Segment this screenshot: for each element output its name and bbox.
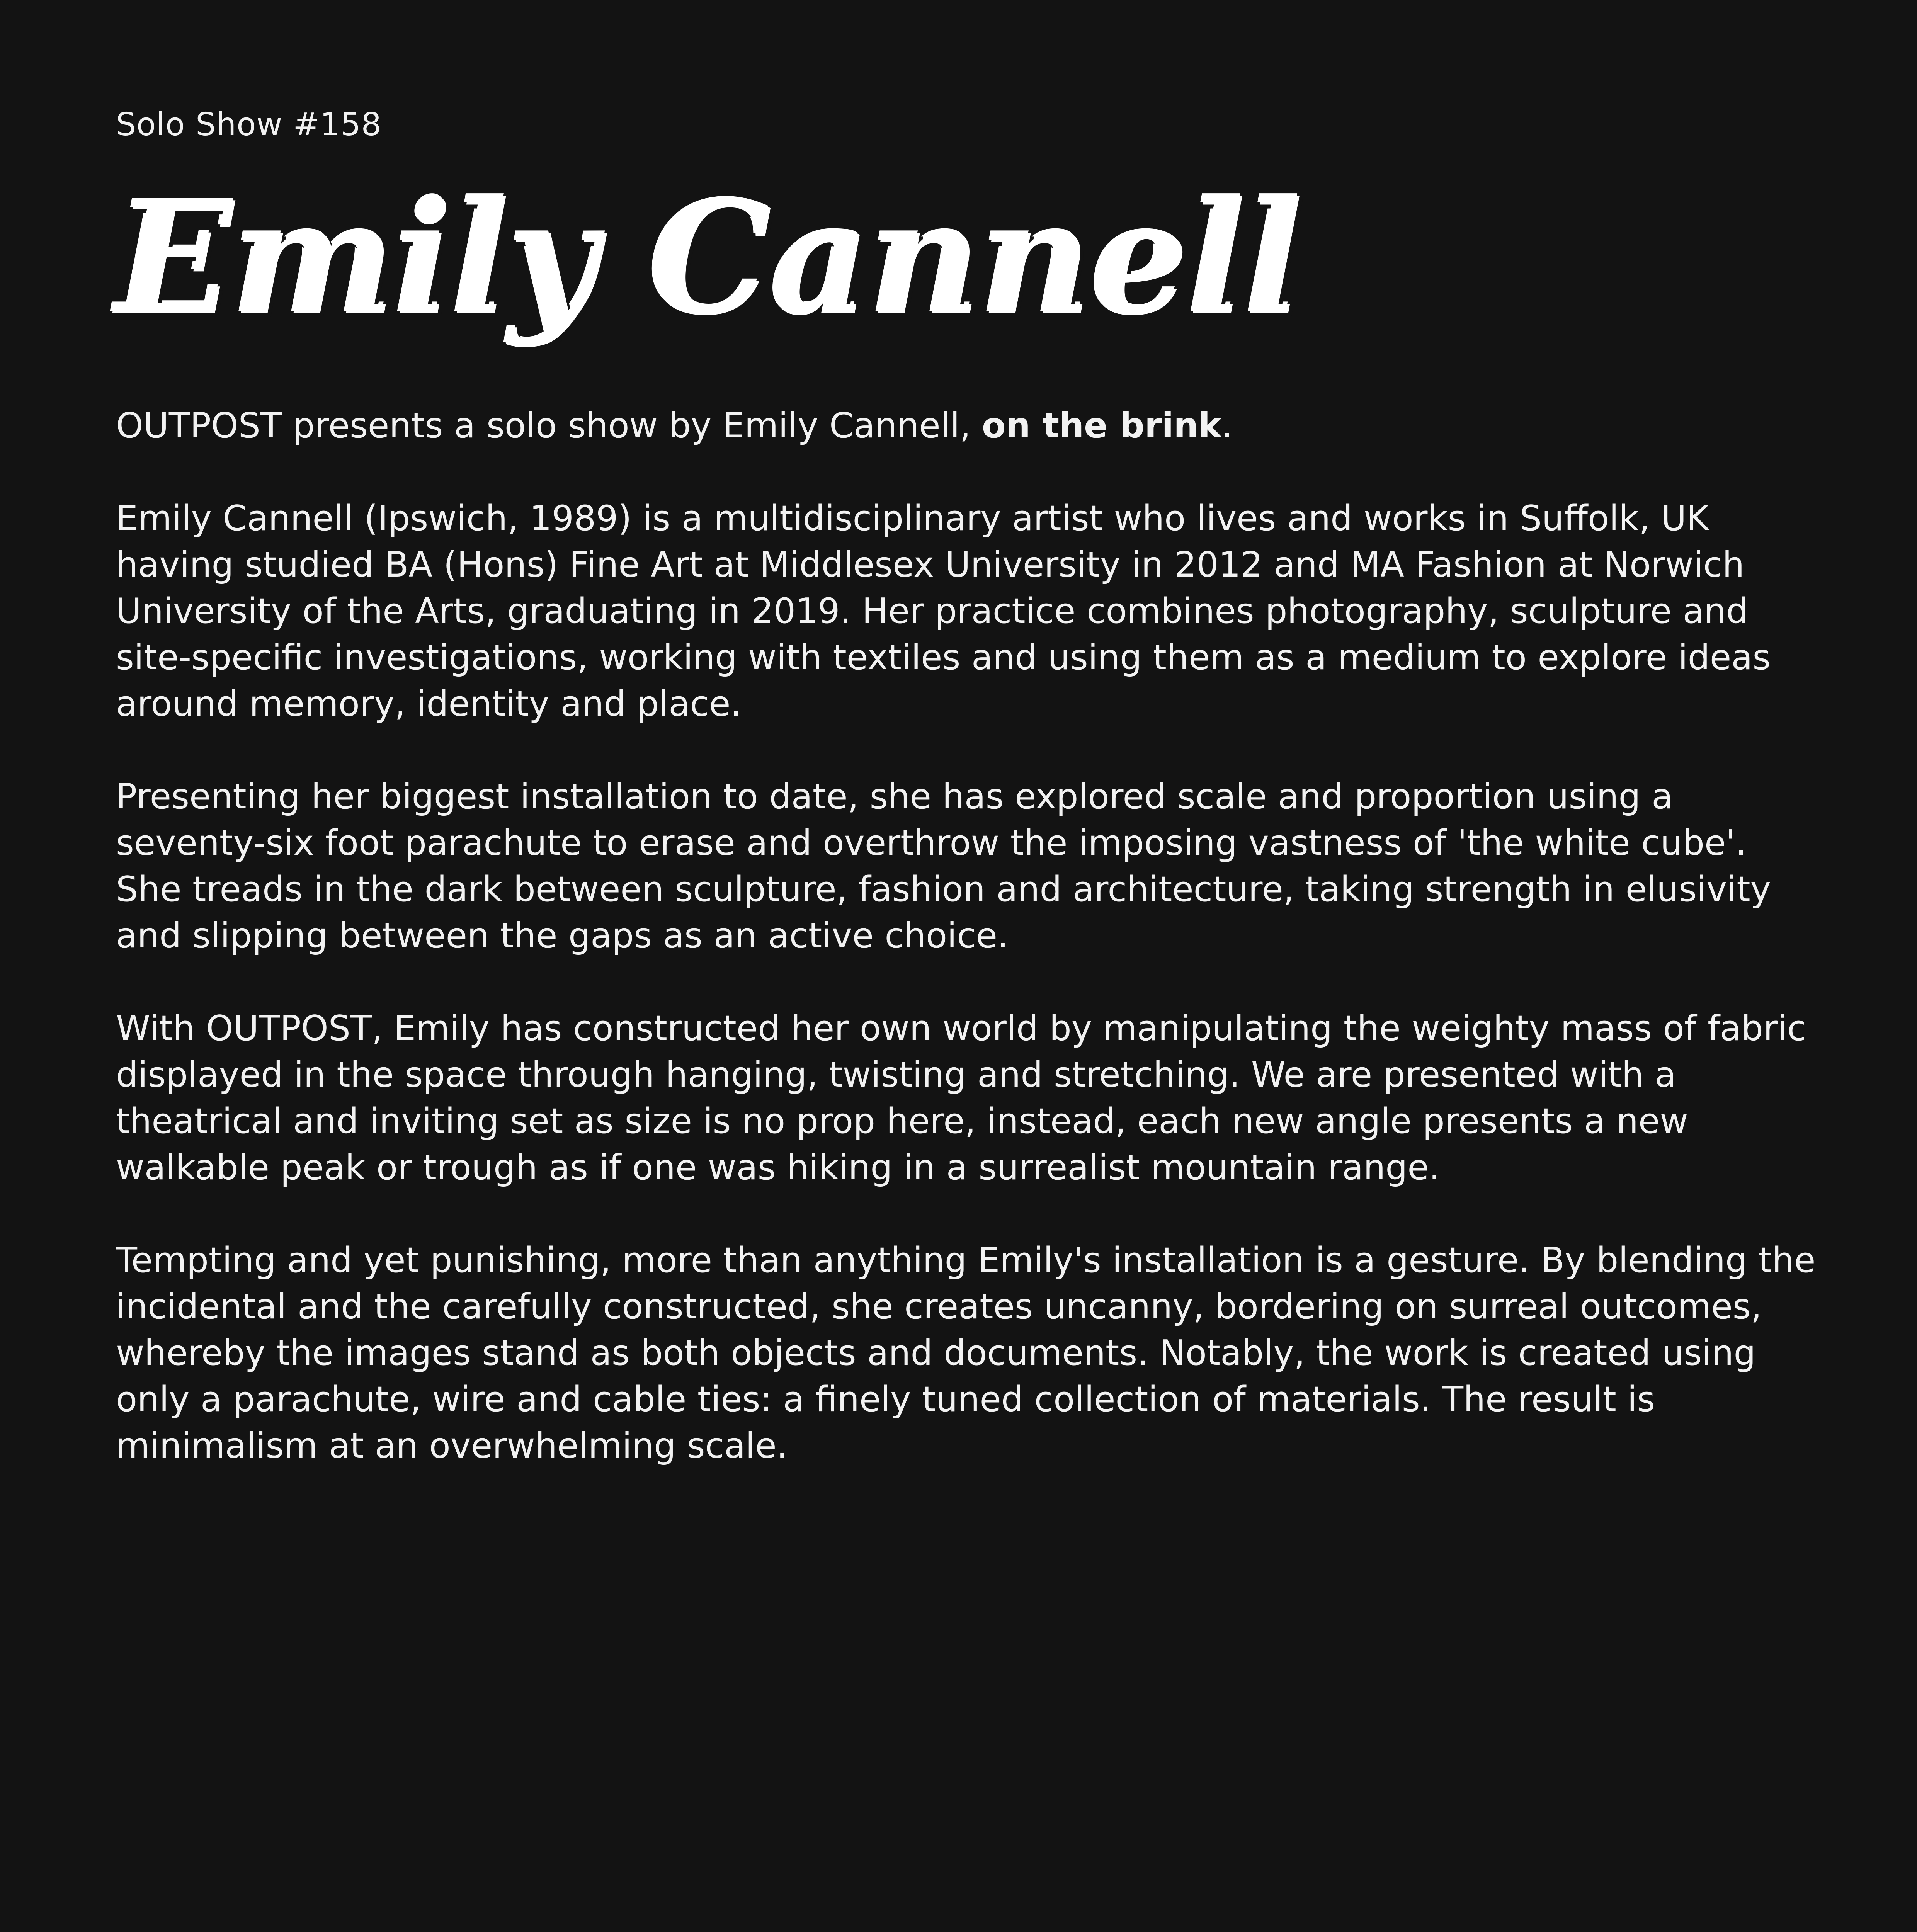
paragraph-world: With OUTPOST, Emily has constructed her own world by manipulating the weighty mass of fabric displayed in the space through hanging, twisting and stretching. We are presented with a theatrical and inviting set as size is no prop here, instead, each new angle presents a new walkable peak or trough as if one was hiking in a surrealist mountain range.	[116, 1008, 1806, 1188]
paragraph-gesture: Tempting and yet punishing, more than anything Emily's installation is a gesture. By blending the incidental and the carefully constructed, she creates uncanny, bordering on surreal outcomes, whereby the images stand as both objects and documents. Notably, the work is created using only a parachute, wire and cable ties: a finely tuned collection of materials. The result is minimalism at an overwhelming scale.	[116, 1240, 1816, 1466]
paragraph-bio: Emily Cannell (Ipswich, 1989) is a multidisciplinary artist who lives and works in Suffolk, UK having studied BA (Hons) Fine Art at Middlesex University in 2012 and MA Fashion at Norwich University of the Arts, graduating in 2019. Her practice combines photography, sculpture and site-specific investigations, working with textiles and using them as a medium to explore ideas around memory, identity and place.	[116, 498, 1771, 724]
intro-text: OUTPOST presents a solo show by Emily Cannell,	[116, 405, 982, 446]
show-title: on the brink	[981, 405, 1222, 446]
show-number: Solo Show #158	[116, 106, 382, 143]
intro-paragraph	[116, 403, 1816, 449]
paragraph-installation: Presenting her biggest installation to date, she has explored scale and proportion using a seventy-six foot parachute to erase and overthrow the imposing vastness of 'the white cube'. She treads in the dark between sculpture, fashion and architecture, taking strength in elusivity and slipping between the gaps as an active choice.	[116, 776, 1771, 956]
intro-end: .	[1221, 405, 1233, 446]
artist-name-title: Emily Cannell	[116, 168, 1302, 350]
exhibition-text	[116, 403, 1816, 1515]
